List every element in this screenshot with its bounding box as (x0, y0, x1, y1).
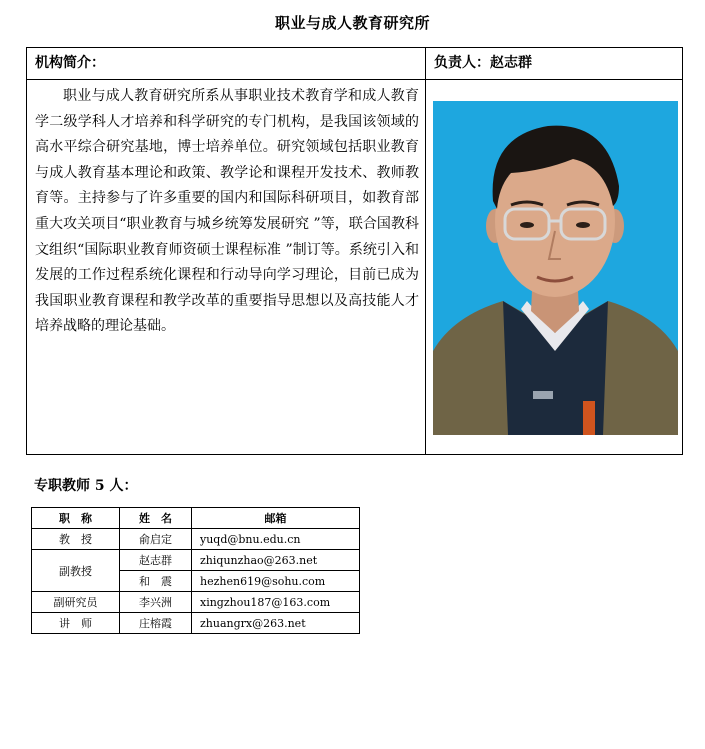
cell-title: 副研究员 (32, 592, 120, 613)
table-divider-vertical (425, 48, 426, 454)
director-photo (433, 101, 678, 435)
table-row (32, 529, 360, 550)
cell-email: yuqd@bnu.edu.cn (192, 529, 360, 550)
cell-email: zhuangrx@263.net (192, 613, 360, 634)
cell-name: 和 震 (120, 571, 192, 592)
cell-name: 俞启定 (120, 529, 192, 550)
cell-title: 教 授 (32, 529, 120, 550)
staff-table (31, 507, 360, 634)
table-row (32, 550, 360, 571)
cell-name: 李兴洲 (120, 592, 192, 613)
column-header-name: 姓 名 (120, 508, 192, 529)
intro-header-label: 机构简介： (35, 55, 105, 71)
portrait-illustration (433, 101, 678, 435)
table-header-row (32, 508, 360, 529)
table-divider-horizontal (27, 79, 682, 80)
staff-section-title: 专职教师 5 人： (34, 478, 138, 494)
cell-title: 讲 师 (32, 613, 120, 634)
table-row (32, 592, 360, 613)
cell-title: 副教授 (32, 550, 120, 592)
column-header-email: 邮箱 (192, 508, 360, 529)
cell-name: 庄榕霞 (120, 613, 192, 634)
cell-email: zhiqunzhao@263.net (192, 550, 360, 571)
table-row (32, 613, 360, 634)
director-header-label: 负责人：赵志群 (434, 55, 532, 71)
page-title: 职业与成人教育研究所 (274, 14, 430, 32)
cell-email: xingzhou187@163.com (192, 592, 360, 613)
column-header-title: 职 称 (32, 508, 120, 529)
intro-paragraph: 职业与成人教育研究所系从事职业技术教育学和成人教育学二级学科人才培养和科学研究的专门机构，是我国该领域的高水平综合研究基地，博士培养单位。研究领域包括职业教育与成人教育基本理论和政策、教学论和课程开发技术、教师教育等。主持参与了许多重要的国内和国际科研项目，如教育部重大攻关项目“职业教育与城乡统筹发展研究 ”等，联合国教科文组织“国际职业教育师资硕士课程标准 ”制订等。系统引入和发展的工作过程系统化课程和行动导向学习理论，目前已成为我国职业教育课程和教学改革的重要指导思想以及高技能人才培养战略的理论基础。 (35, 88, 419, 335)
cell-email: hezhen619@sohu.com (192, 571, 360, 592)
institute-intro-table (26, 47, 683, 455)
cell-name: 赵志群 (120, 550, 192, 571)
